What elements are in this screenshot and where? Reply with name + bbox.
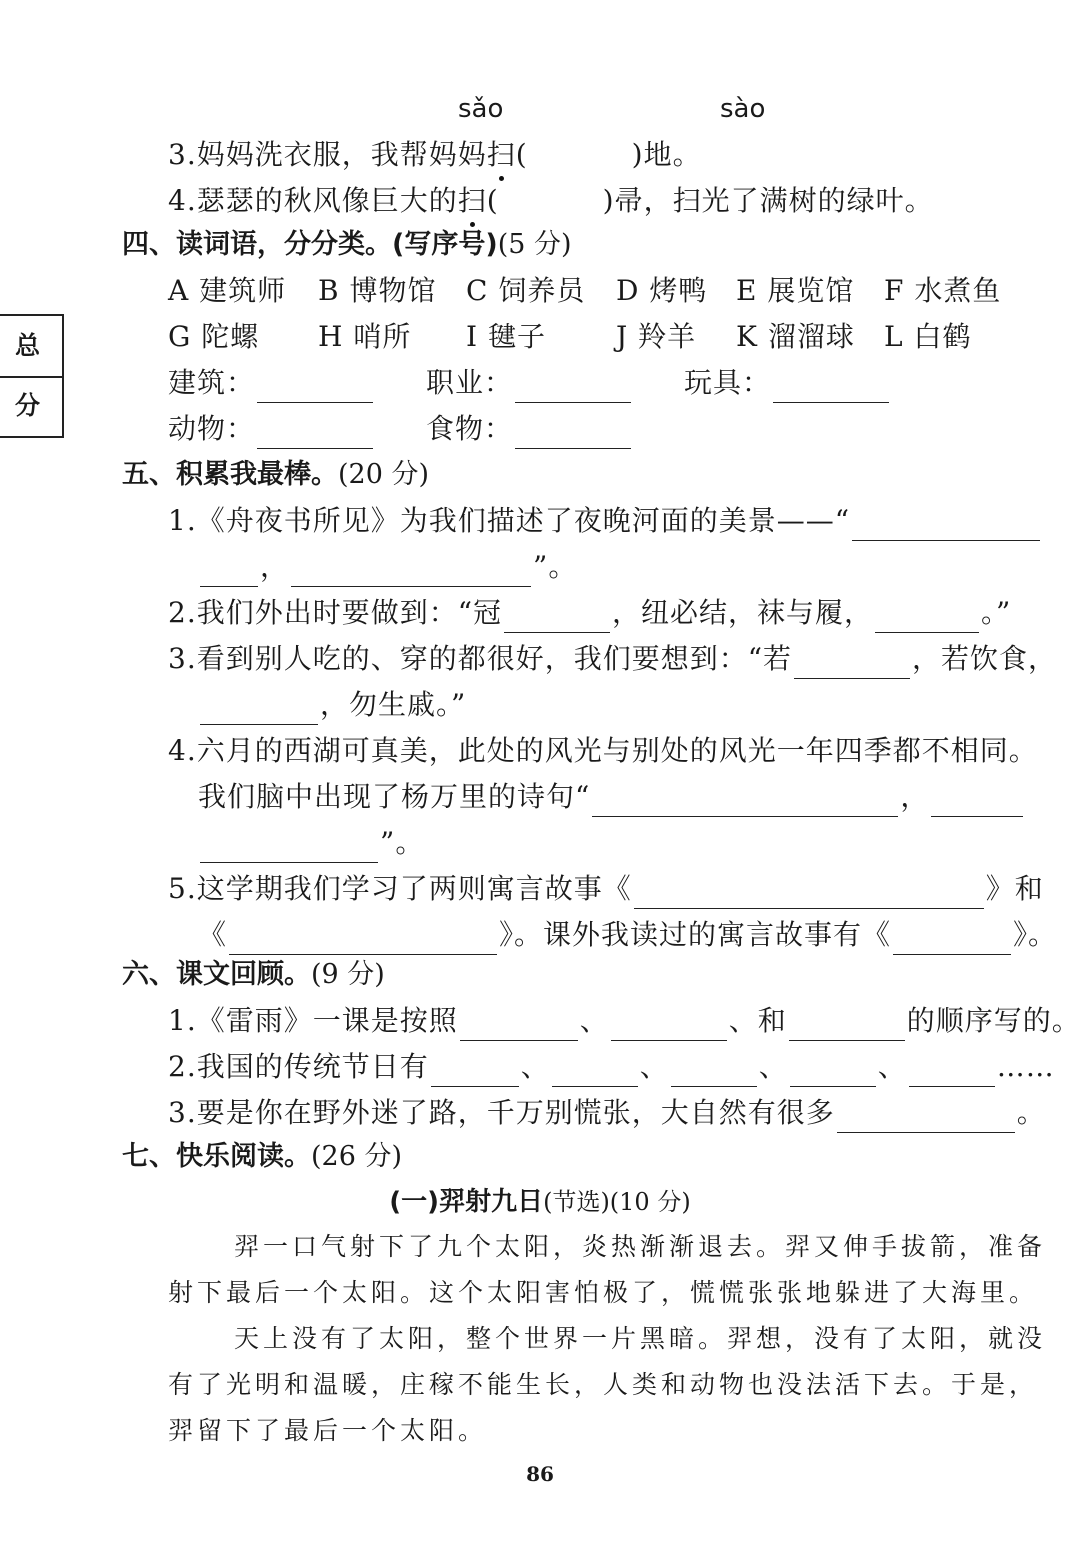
sep: 、 [758,1050,788,1083]
q5-4-text: 4.六月的西湖可真美，此处的风光与别处的风光一年四季都不相同。 [168,734,1038,767]
question-6-1 [168,1001,1081,1041]
answer-blank[interactable] [552,1056,638,1087]
section-7-title: 七、快乐阅读。 [122,1141,311,1172]
q5-2-end: 。” [981,596,1012,629]
sep: 、 [579,1004,609,1037]
question-5-4-end [198,823,424,863]
section-4-heading [122,225,572,265]
q5-1-text: 1.《舟夜书所见》为我们描述了夜晚河面的美景——“ [168,504,851,537]
dotted-char: 扫 [458,181,487,221]
question-5-4 [168,731,1038,771]
word-item: A 建筑师 [168,274,287,307]
q6-3-end: 。 [1016,1096,1046,1129]
comma: ， [900,780,930,813]
pinyin-sao3: sǎo [458,94,504,124]
word-item: I 毽子 [466,320,546,353]
sep: 、 [877,1050,907,1083]
q5-3-text: 3.看到别人吃的、穿的都很好，我们要想到：“若 [168,642,793,675]
category-row-1 [168,363,891,403]
answer-blank[interactable] [504,602,610,633]
category-job-blank[interactable] [515,372,631,403]
q5-5-mid: 》。课外我读过的寓言故事有《 [499,918,892,951]
q5-2-mid: ，纽必结，袜与履， [612,596,874,629]
category-food-label: 食物： [426,412,514,445]
word-item: C 饲养员 [466,274,586,307]
q4-text-c: )帚，扫光了满树的绿叶。 [602,184,934,217]
section-5-heading [122,455,429,495]
q5-5-open: 《 [198,918,228,951]
comma: ， [260,550,290,583]
question-5-5 [168,869,1044,909]
q3-text-c: )地。 [631,138,702,171]
answer-blank[interactable] [200,832,378,863]
word-item: D 烤鸭 [616,274,708,307]
reading-note: (节选)(10 分) [543,1188,691,1216]
q5-4-close: ”。 [380,826,425,859]
word-row-1 [168,271,1001,311]
section-6-heading [122,955,385,995]
reading-paragraph-2: 天上没有了太阳，整个世界一片黑暗。羿想，没有了太阳，就没有了光明和温暖，庄稼不能生长，人类和动物也没法活下去。于是，羿留下了最后一个太阳。 [168,1324,1047,1445]
score-box-label: 总分 [0,316,62,378]
q3-paren-open: ( [515,138,528,171]
page-number: 86 [526,1462,554,1486]
question-3-4 [168,181,934,221]
q4-paren-open: ( [486,184,499,217]
section-7-heading [122,1137,402,1177]
answer-blank[interactable] [592,786,898,817]
q5-4-prompt: 我们脑中出现了杨万里的诗句“ [198,780,591,813]
q6-1-end: 的顺序写的。 [906,1004,1081,1037]
q6-1-and: 、和 [728,1004,787,1037]
q6-2-text: 2.我国的传统节日有 [168,1050,429,1083]
q5-5-and: 》和 [985,872,1044,905]
section-5-points: (20 分) [338,459,430,490]
section-6-title: 六、课文回顾。 [122,959,311,990]
section-4-points: (5 分) [497,229,572,260]
section-6-points: (9 分) [311,959,385,990]
sep: 、 [520,1050,550,1083]
question-5-5-cont [198,915,1057,955]
dotted-char: 扫 [487,135,516,175]
answer-blank[interactable] [931,786,1023,817]
reading-paragraph-1: 羿一口气射下了九个太阳，炎热渐渐退去。羿又伸手拔箭，准备射下最后一个太阳。这个太阳害怕极了，慌慌张张地躲进了大海里。 [168,1232,1047,1307]
word-item: B 博物馆 [318,274,437,307]
q5-5-text: 5.这学期我们学习了两则寓言故事《 [168,872,632,905]
reading-title: (一)羿射九日 [389,1187,544,1217]
question-6-2 [168,1047,1055,1087]
question-5-3-cont [198,685,466,725]
answer-blank[interactable] [611,1010,727,1041]
q4-text-a: 4.瑟瑟的秋风像巨大的 [168,184,458,217]
ellipsis: …… [996,1050,1055,1083]
section-7-points: (26 分) [311,1141,403,1172]
pinyin-sao4: sào [720,94,766,124]
question-5-1-cont [198,547,577,587]
word-row-2 [168,317,972,357]
answer-blank[interactable] [794,648,910,679]
answer-blank[interactable] [229,924,497,955]
word-item: F 水煮鱼 [884,274,1002,307]
category-building-label: 建筑： [168,366,256,399]
category-animal-blank[interactable] [257,418,373,449]
answer-blank[interactable] [875,602,979,633]
reading-subtitle [0,1182,1080,1222]
answer-blank[interactable] [200,694,318,725]
q6-1-text: 1.《雷雨》一课是按照 [168,1004,458,1037]
category-food-blank[interactable] [515,418,631,449]
question-5-2 [168,593,1011,633]
answer-blank[interactable] [909,1056,995,1087]
sep: 、 [639,1050,669,1083]
category-animal-label: 动物： [168,412,256,445]
word-item: K 溜溜球 [736,320,855,353]
answer-blank[interactable] [431,1056,519,1087]
q5-2-text: 2.我们外出时要做到：“冠 [168,596,503,629]
q6-3-text: 3.要是你在野外迷了路，千万别慌张，大自然有很多 [168,1096,835,1129]
answer-blank[interactable] [671,1056,757,1087]
question-6-3 [168,1093,1046,1133]
q5-5-end: 》。 [1013,918,1058,951]
q5-1-end: ”。 [533,550,578,583]
answer-blank[interactable] [200,556,258,587]
answer-blank[interactable] [291,556,531,587]
word-item: J 羚羊 [616,320,697,353]
answer-blank[interactable] [460,1010,578,1041]
word-item: G 陀螺 [168,320,260,353]
section-4-title: 四、读词语，分分类。(写序号) [122,229,498,260]
question-3-3 [168,135,702,175]
category-building-blank[interactable] [257,372,373,403]
word-item: L 白鹤 [884,320,972,353]
category-row-2 [168,409,633,449]
q5-3-mid: ，若饮食， [912,642,1058,675]
word-item: E 展览馆 [736,274,855,307]
answer-blank[interactable] [790,1056,876,1087]
word-item: H 哨所 [318,320,412,353]
section-5-title: 五、积累我最棒。 [122,459,338,490]
question-5-1 [168,501,1042,541]
score-box [0,314,64,438]
answer-blank[interactable] [634,878,984,909]
category-toy-blank[interactable] [773,372,889,403]
question-5-3 [168,639,1057,679]
answer-blank[interactable] [893,924,1011,955]
answer-blank[interactable] [852,510,1040,541]
q3-text-a: 3.妈妈洗衣服，我帮妈妈 [168,138,487,171]
q5-3-end: ，勿生戚。” [320,688,467,721]
question-5-4-cont [198,777,1025,817]
category-job-label: 职业： [426,366,514,399]
answer-blank[interactable] [789,1010,905,1041]
answer-blank[interactable] [837,1102,1015,1133]
category-toy-label: 玩具： [684,366,772,399]
